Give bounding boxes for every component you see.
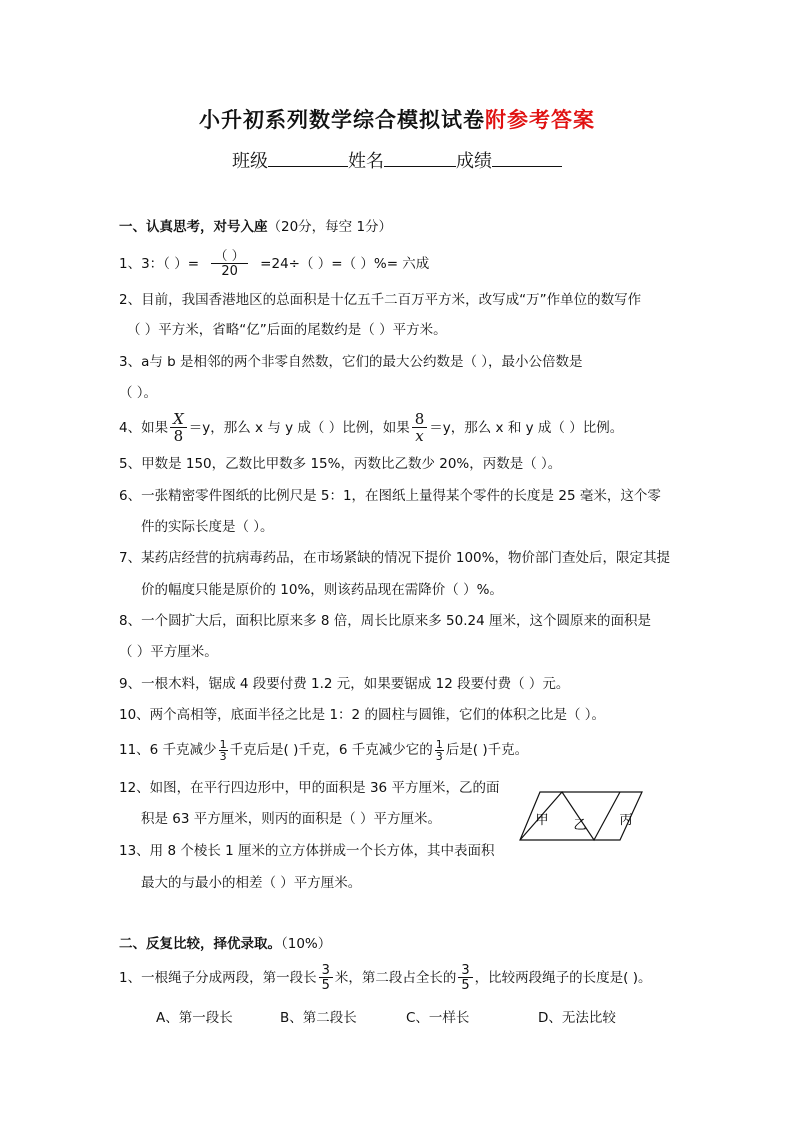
q11-fraction-2: $\frac{1}{3}$ [435,737,443,763]
section1-heading: 一、认真思考，对号入座（20分，每空 1分） [119,219,393,235]
question-1: 1、3：（ ）= $\frac{( )}{20}$ =24÷（ ）=（ ）%= 六成 [119,249,430,279]
question-7-line-1: 7、某药店经营的抗病毒药品，在市场紧缺的情况下提价 100%，物价部门查处后，限定其提 [119,550,670,566]
choice-b[interactable]: B、第二段长 [280,1010,357,1026]
s2q1-fraction-1: $\frac{3}{5}$ [319,964,333,992]
section2-heading: 二、反复比较，择优录取。（10%） [119,936,332,952]
s2q1-fraction-2: $\frac{3}{5}$ [458,964,472,992]
question-7-line-2: 价的幅度只能是原价的 10%，则该药品现在需降价（ ）%。 [141,582,503,598]
question-3-line-2: （ ）。 [119,385,158,401]
question-2-line-1: 2、目前，我国香港地区的总面积是十亿五千二百万平方米，改写成“万”作单位的数写作 [119,292,642,308]
question-6-line-1: 6、一张精密零件图纸的比例尺是 5：1，在图纸上量得某个零件的长度是 25 毫米，这个零 [119,488,661,504]
score-label: 成绩 [456,151,492,172]
figure-label-yi: 乙 [573,818,587,833]
parallelogram-figure [518,790,644,842]
class-blank[interactable] [268,149,348,167]
choice-d[interactable]: D、无法比较 [538,1010,616,1026]
question-9: 9、一根木料，锯成 4 段要付费 1.2 元，如果要锯成 12 段要付费（ ）元。 [119,676,570,692]
question-6-line-2: 件的实际长度是（ ）。 [141,519,274,535]
choice-a[interactable]: A、第一段长 [156,1010,233,1026]
question-12-line-2: 积是 63 平方厘米，则丙的面积是（ ）平方厘米。 [141,811,442,827]
name-label: 姓名 [348,151,384,172]
figure-label-bing: 丙 [619,813,633,828]
title-highlight: 附参考答案 [485,108,595,132]
q4-fraction-1: $\frac{X}{8}$ [170,412,187,444]
section2-question-1: 1、一根绳子分成两段，第一段长 $\frac{3}{5}$ 米，第二段占全长的 $\frac{3}{5}$ ，比较两段绳子的长度是( )。 [119,963,652,993]
question-8-line-1: 8、一个圆扩大后，面积比原来多 8 倍，周长比原来多 50.24 厘米，这个圆原来的面积是 [119,613,651,629]
question-4: 4、如果 $\frac{X}{8}$ ＝y，那么 x 与 y 成（ ）比例，如果 $\frac{8}{x}$ ＝y，那么 x 和 y 成（ ）比例。 [119,410,624,445]
title-main: 小升初系列数学综合模拟试卷 [199,108,485,132]
question-12-line-1: 12、如图，在平行四边形中，甲的面积是 36 平方厘米，乙的面 [119,780,500,796]
question-11: 11、6 千克减少 $\frac{1}{3}$ 千克后是( )千克，6 千克减少它的 $\frac{1}{3}$ 后是( )千克。 [119,737,529,763]
figure-label-jia: 甲 [535,813,549,828]
q4-fraction-2: $\frac{8}{x}$ [412,412,428,444]
name-blank[interactable] [384,149,456,167]
question-3-line-1: 3、a与 b 是相邻的两个非零自然数，它们的最大公约数是（ ），最小公倍数是 [119,354,583,370]
question-13-line-2: 最大的与最小的相差（ ）平方厘米。 [141,875,362,891]
page-title [0,104,794,134]
q1-fraction: $\frac{( )}{20}$ [211,250,248,278]
question-5: 5、甲数是 150，乙数比甲数多 15%，丙数比乙数少 20%，丙数是（ ）。 [119,456,562,472]
choice-c[interactable]: C、一样长 [406,1010,470,1026]
score-blank[interactable] [492,149,562,167]
q11-fraction-1: $\frac{1}{3}$ [219,737,227,763]
question-2-line-2: （ ）平方米，省略“亿”后面的尾数约是（ ）平方米。 [127,322,447,338]
question-8-line-2: （ ）平方厘米。 [119,644,218,660]
class-label: 班级 [232,151,268,172]
question-10: 10、两个高相等，底面半径之比是 1：2 的圆柱与圆锥，它们的体积之比是（ ）。 [119,707,605,723]
question-13-line-1: 13、用 8 个棱长 1 厘米的立方体拼成一个长方体，其中表面积 [119,843,495,859]
student-info-line [0,147,794,173]
